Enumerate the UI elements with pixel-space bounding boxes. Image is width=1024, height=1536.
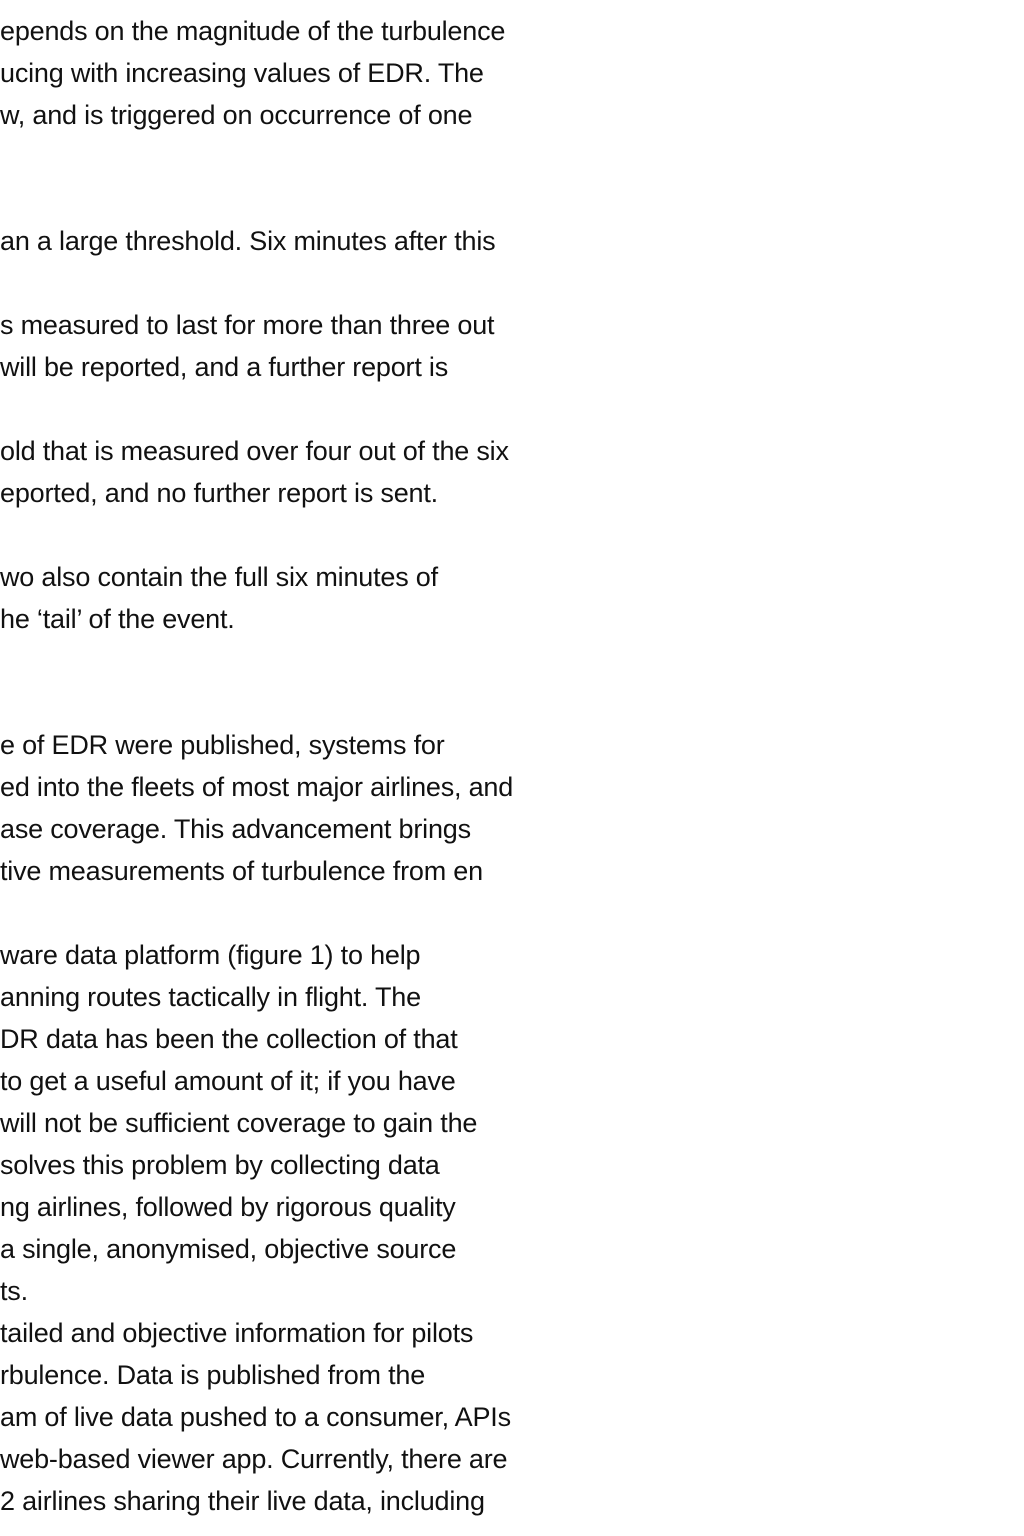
text-line: DR data has been the collection of that bbox=[0, 1024, 458, 1054]
text-line: tailed and objective information for pilots bbox=[0, 1318, 474, 1348]
text-line: anning routes tactically in flight. The bbox=[0, 982, 421, 1012]
text-line: will be reported, and a further report is bbox=[0, 352, 449, 382]
text-line: s measured to last for more than three out bbox=[0, 310, 495, 340]
text-line: e of EDR were published, systems for bbox=[0, 730, 445, 760]
text-line: will not be sufficient coverage to gain the bbox=[0, 1108, 478, 1138]
text-line: to get a useful amount of it; if you have bbox=[0, 1066, 456, 1096]
text-line: 2 airlines sharing their live data, including bbox=[0, 1486, 485, 1516]
text-line: an a large threshold. Six minutes after this bbox=[0, 226, 496, 256]
text-line: web-based viewer app. Currently, there are bbox=[0, 1444, 508, 1474]
text-line: ucing with increasing values of EDR. The bbox=[0, 58, 484, 88]
text-line: old that is measured over four out of the six bbox=[0, 436, 509, 466]
text-line: solves this problem by collecting data bbox=[0, 1150, 440, 1180]
text-line: w, and is triggered on occurrence of one bbox=[0, 100, 473, 130]
text-line: ed into the fleets of most major airlines, and bbox=[0, 772, 514, 802]
text-line: ts. bbox=[0, 1276, 28, 1306]
text-line: eported, and no further report is sent. bbox=[0, 478, 438, 508]
text-line: tive measurements of turbulence from en bbox=[0, 856, 483, 886]
text-line: ase coverage. This advancement brings bbox=[0, 814, 471, 844]
text-line: ng airlines, followed by rigorous quality bbox=[0, 1192, 456, 1222]
text-line: he ‘tail’ of the event. bbox=[0, 604, 235, 634]
text-line: a single, anonymised, objective source bbox=[0, 1234, 457, 1264]
text-line: wo also contain the full six minutes of bbox=[0, 562, 438, 592]
text-line: epends on the magnitude of the turbulence bbox=[0, 16, 506, 46]
text-line: rbulence. Data is published from the bbox=[0, 1360, 426, 1390]
text-line: ware data platform (figure 1) to help bbox=[0, 940, 421, 970]
text-line: am of live data pushed to a consumer, APIs bbox=[0, 1402, 511, 1432]
